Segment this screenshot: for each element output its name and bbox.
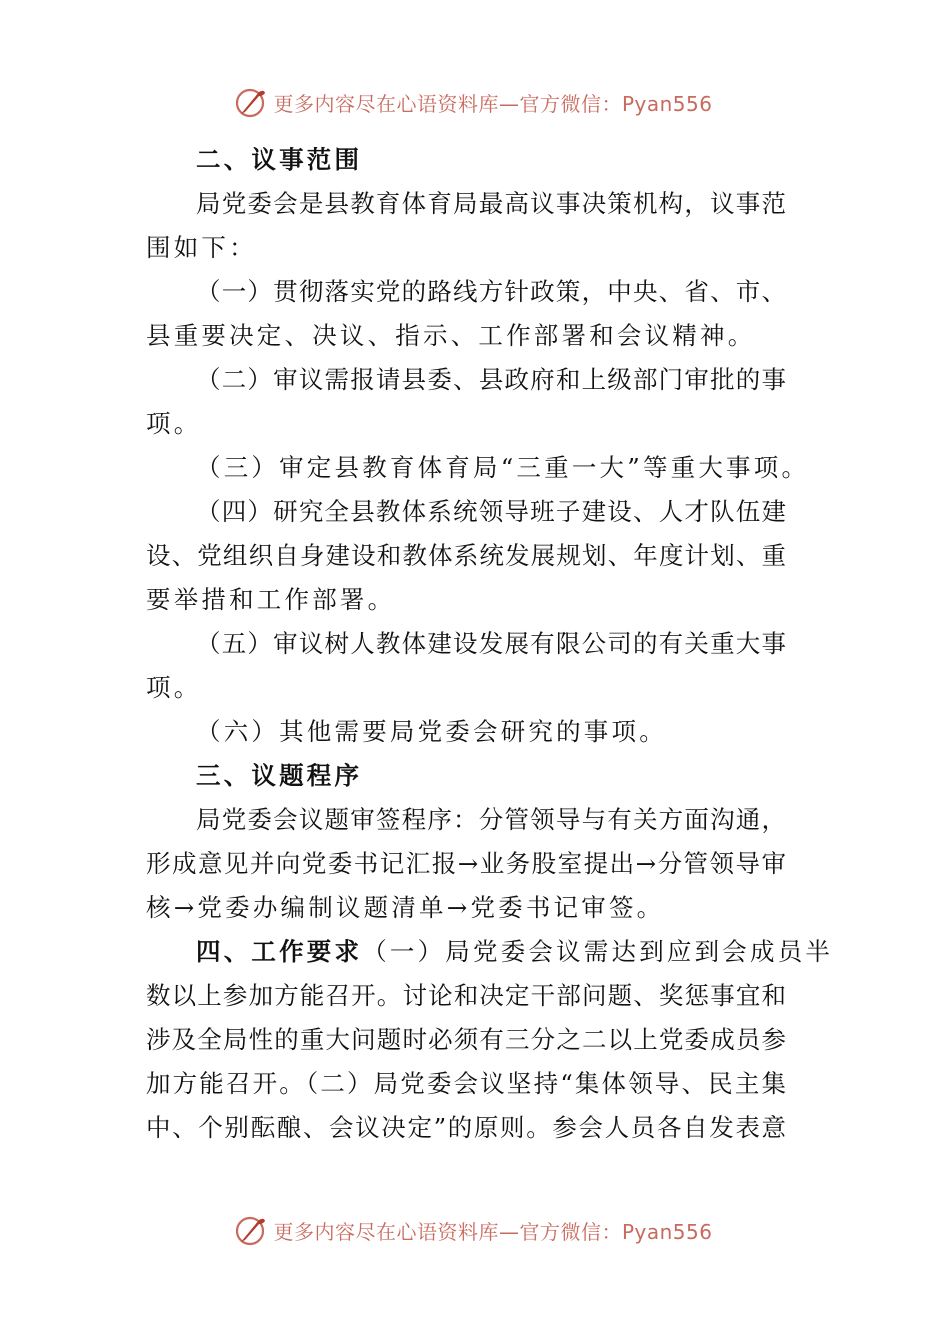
paragraph-line: （三）审定县教育体育局“三重一大”等重大事项。 bbox=[196, 453, 810, 482]
paragraph-text: （一）局党委会议需达到应到会成员半 bbox=[362, 937, 834, 966]
paragraph-line: （六）其他需要局党委会研究的事项。 bbox=[196, 717, 667, 746]
paragraph-line: （四）研究全县教体系统领导班子建设、人才队伍建 bbox=[196, 497, 786, 526]
paragraph-line: 核→党委办编制议题清单→党委书记审签。 bbox=[146, 893, 665, 922]
paragraph-line: 加方能召开。（二）局党委会议坚持“集体领导、民主集 bbox=[146, 1069, 786, 1098]
paragraph-line: 县重要决定、决议、指示、工作部署和会议精神。 bbox=[146, 321, 756, 350]
paragraph-line: 围如下： bbox=[146, 233, 257, 262]
paragraph-line: 要举措和工作部署。 bbox=[146, 585, 396, 614]
paragraph-line: 项。 bbox=[146, 673, 202, 702]
quill-pen-logo-icon bbox=[233, 1212, 269, 1248]
quill-pen-logo-icon bbox=[233, 84, 269, 120]
paragraph-line bbox=[146, 930, 834, 974]
paragraph-line: （二）审议需报请县委、县政府和上级部门审批的事 bbox=[196, 365, 786, 394]
paragraph-line: 数以上参加方能召开。讨论和决定干部问题、奖惩事宜和 bbox=[146, 981, 786, 1010]
paragraph-line: （五）审议树人教体建设发展有限公司的有关重大事 bbox=[196, 629, 786, 658]
paragraph-line: 设、党组织自身建设和教体系统发展规划、年度计划、重 bbox=[146, 541, 786, 570]
paragraph-line: 涉及全局性的重大问题时必须有三分之二以上党委成员参 bbox=[146, 1025, 786, 1054]
section-heading: 三、议题程序 bbox=[196, 761, 363, 790]
section-heading: 二、议事范围 bbox=[196, 145, 363, 174]
paragraph-line: 局党委会是县教育体育局最高议事决策机构，议事范 bbox=[196, 189, 786, 218]
paragraph-line: 局党委会议题审签程序：分管领导与有关方面沟通， bbox=[196, 805, 786, 834]
paragraph-line: 项。 bbox=[146, 409, 202, 438]
watermark-text: 更多内容尽在心语资料库—官方微信：Pyan556 bbox=[273, 1219, 713, 1244]
paragraph-line: （一）贯彻落实党的路线方针政策，中央、省、市、 bbox=[196, 277, 786, 306]
watermark-banner-bottom bbox=[0, 1210, 950, 1250]
paragraph-line: 形成意见并向党委书记汇报→业务股室提出→分管领导审 bbox=[146, 849, 786, 878]
section-heading-inline: 四、工作要求 bbox=[196, 937, 363, 966]
paragraph-line: 中、个别酝酿、会议决定”的原则。参会人员各自发表意 bbox=[146, 1113, 786, 1142]
watermark-banner-top bbox=[0, 82, 950, 122]
watermark-text: 更多内容尽在心语资料库—官方微信：Pyan556 bbox=[273, 91, 713, 116]
document-body bbox=[146, 138, 834, 1150]
